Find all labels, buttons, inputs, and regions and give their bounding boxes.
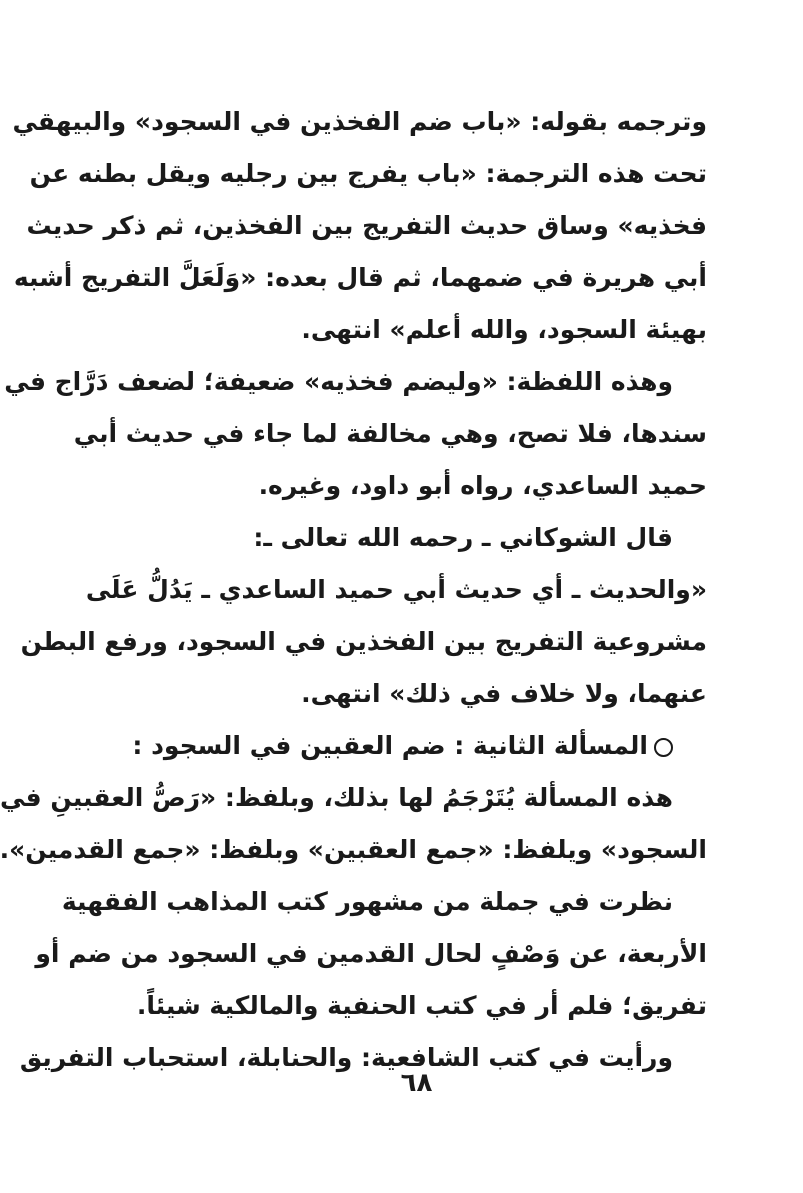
section-heading-text: المسألة الثانية : ضم العقبين في السجود : [132,731,648,760]
section-heading [122,720,707,772]
text-line: الأربعة، عن وَصْفٍ لحال القدمين في السجود من ضم أو [35,939,707,968]
circle-bullet-icon [654,738,673,757]
text-line: وترجمه بقوله: «باب ضم الفخذين في السجود» والبيهقي [12,107,707,136]
text-line: تفريق؛ فلم أر في كتب الحنفية والمالكية شيئاً. [136,991,707,1020]
text-line: ورأيت في كتب الشافعية: والحنابلة، استحباب التفريق [19,1043,673,1072]
page-number: ٦٨ [400,1068,433,1098]
text-line: بهيئة السجود، والله أعلم» انتهى. [301,315,707,344]
text-line: وهذه اللفظة: «وليضم فخذيه» ضعيفة؛ لضعف دَرَّاج في [4,367,673,396]
text-line: «والحديث ـ أي حديث أبي حميد الساعدي ـ يَدُلُّ عَلَى [85,575,707,604]
text-line: أبي هريرة في ضمهما، ثم قال بعده: «وَلَعَلَّ التفريج أشبه [13,263,707,292]
text-line: عنهما، ولا خلاف في ذلك» انتهى. [301,679,707,708]
text-line: مشروعية التفريج بين الفخذين في السجود، ورفع البطن [20,627,707,656]
text-line: هذه المسألة يُتَرْجَمُ لها بذلك، وبلفظ: «رَصُّ العقبينِ في [0,783,673,812]
text-line: نظرت في جملة من مشهور كتب المذاهب الفقهية [61,887,673,916]
text-line: سندها، فلا تصح، وهي مخالفة لما جاء في حديث أبي [73,419,707,448]
text-line: فخذيه» وساق حديث التفريج بين الفخذين، ثم ذكر حديث [26,211,707,240]
text-line: تحت هذه الترجمة: «باب يفرج بين رجليه ويقل بطنه عن [29,159,707,188]
text-line: السجود» ويلفظ: «جمع العقبين» وبلفظ: «جمع القدمين». [0,835,707,864]
text-line: قال الشوكاني ـ رحمه الله تعالى ـ: [253,523,673,552]
text-line: حميد الساعدي، رواه أبو داود، وغيره. [258,471,707,500]
page-body [0,96,707,1084]
